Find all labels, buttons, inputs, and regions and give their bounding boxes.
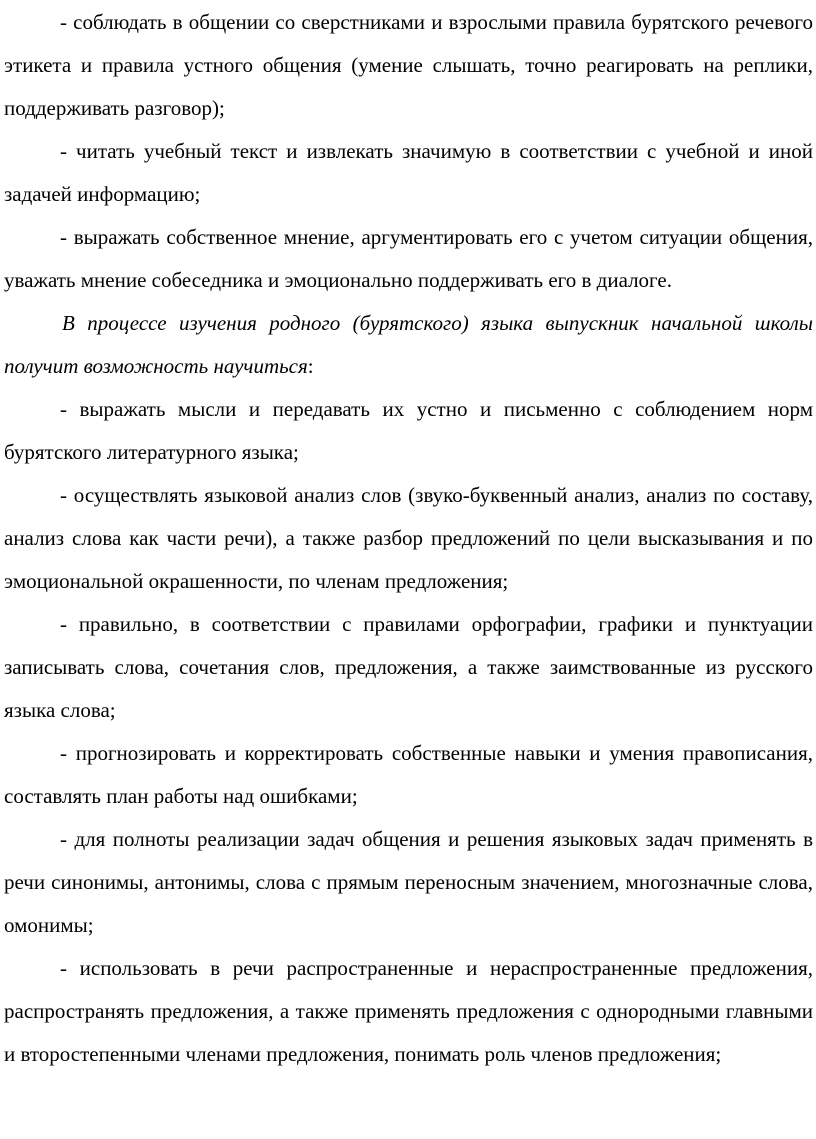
paragraph-opinion: - выражать собственное мнение, аргументировать его с учетом ситуации общения, уважать мнение собеседника и эмоционально поддерживать его в диалоге.: [4, 225, 813, 292]
list-item-spelling: - правильно, в соответствии с правилами орфографии, графики и пунктуации записывать слова, сочетания слов, предложения, а также заимствованные из русского языка слова;: [4, 612, 813, 722]
paragraph-reading: - читать учебный текст и извлекать значимую в соответствии с учебной и иной задачей информацию;: [4, 139, 813, 206]
intro-paragraph: [4, 302, 813, 388]
list-item-sentences: - использовать в речи распространенные и нераспространенные предложения, распространять предложения, а также применять предложения с однородными главными и второстепенными членами предложения, понимать роль членов предложения;: [4, 956, 813, 1066]
intro-tail: :: [307, 354, 314, 378]
list-item-language-analysis: - осуществлять языковой анализ слов (звуко-буквенный анализ, анализ по составу, анализ слова как части речи), а также разбор предложений по цели высказывания и по эмоциональной окрашенности, по членам предложения;: [4, 483, 813, 593]
intro-italic-text: В процессе изучения родного (бурятского) языка выпускник начальной школы получит возможность научиться: [4, 311, 813, 378]
paragraph-etiquette: - соблюдать в общении со сверстниками и взрослыми правила бурятского речевого этикета и правила устного общения (умение слышать, точно реагировать на реплики, поддерживать разговор);: [4, 10, 813, 120]
list-item-synonyms: - для полноты реализации задач общения и решения языковых задач применять в речи синонимы, антонимы, слова с прямым переносным значением, многозначные слова, омонимы;: [4, 827, 813, 937]
list-item-express-thoughts: - выражать мысли и передавать их устно и письменно с соблюдением норм бурятского литературного языка;: [4, 397, 813, 464]
list-item-correct-skills: - прогнозировать и корректировать собственные навыки и умения правописания, составлять план работы над ошибками;: [4, 741, 813, 808]
